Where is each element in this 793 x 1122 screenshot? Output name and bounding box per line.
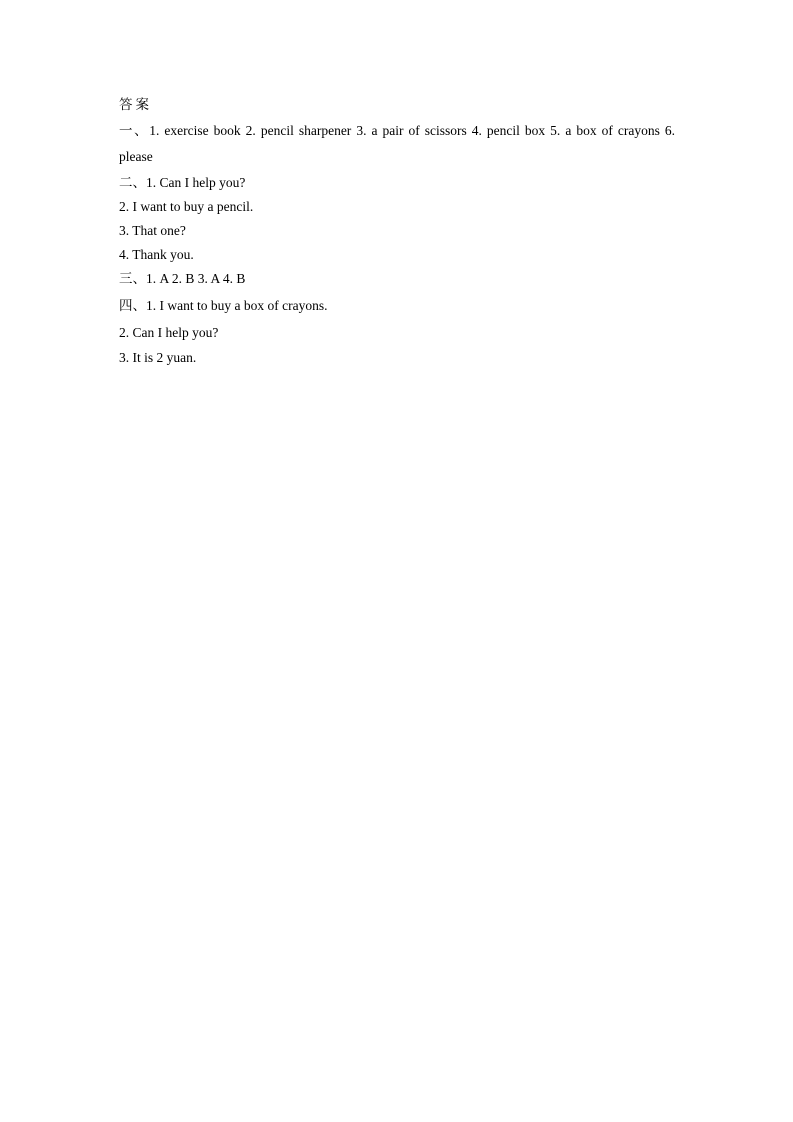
- section-2-answer-3: 3. That one?: [119, 223, 186, 238]
- section-4-answer-1: 四、1. I want to buy a box of crayons.: [119, 298, 328, 313]
- section-4-answer-2: 2. Can I help you?: [119, 325, 219, 340]
- section-2-answer-4: 4. Thank you.: [119, 247, 194, 262]
- answer-key-heading: 答案: [119, 97, 152, 112]
- section-3-answers: 三、1. A 2. B 3. A 4. B: [119, 271, 246, 286]
- section-2-answer-2: 2. I want to buy a pencil.: [119, 199, 254, 214]
- section-1-answers-continued: please: [119, 149, 153, 164]
- section-1-answers: 一、1. exercise book 2. pencil sharpener 3. a pair of scissors 4. pencil box 5. a box of crayons 6.: [119, 123, 675, 138]
- section-4-answer-3: 3. It is 2 yuan.: [119, 350, 197, 365]
- answer-key-content: [119, 96, 679, 373]
- section-2-answer-1: 二、1. Can I help you?: [119, 175, 246, 190]
